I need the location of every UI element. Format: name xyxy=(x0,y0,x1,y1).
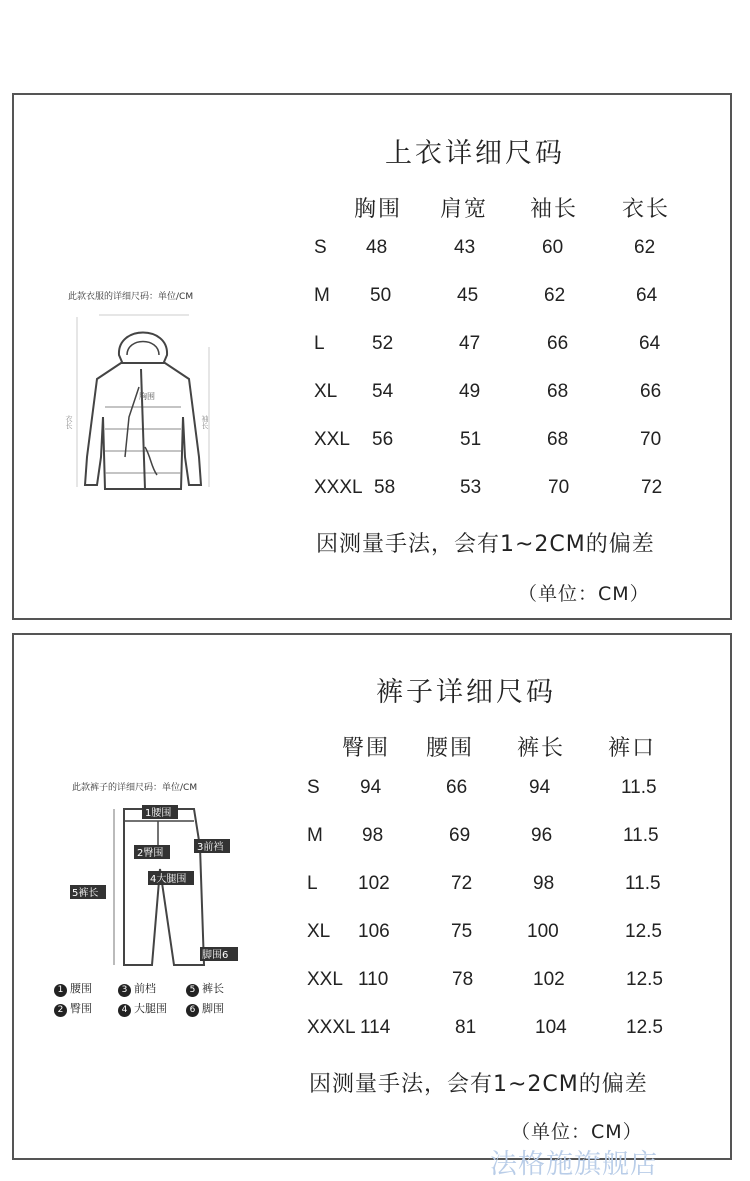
table-cell: 12.5 xyxy=(625,921,662,942)
table-cell: 69 xyxy=(449,825,471,846)
legend-item: 1 腰围 xyxy=(54,980,92,997)
pants-rise-label: 3前裆 xyxy=(197,842,224,853)
size-label: M xyxy=(314,285,330,306)
jacket-header-shoulder: 肩宽 xyxy=(440,197,489,222)
table-cell: 53 xyxy=(460,477,482,498)
table-cell: 64 xyxy=(639,333,661,354)
pants-length-label: 5裤长 xyxy=(72,888,99,899)
table-cell: 11.5 xyxy=(623,825,659,846)
pants-hip-label: 2臀围 xyxy=(137,848,164,859)
jacket-illustration-caption: 此款衣服的详细尺码：单位/CM xyxy=(68,292,194,302)
pants-unit-note: （单位：CM） xyxy=(511,1121,643,1143)
table-cell: 12.5 xyxy=(626,1017,663,1038)
table-cell: 49 xyxy=(459,381,481,402)
table-cell: 75 xyxy=(451,921,473,942)
pants-hem-label: 脚围6 xyxy=(202,950,229,961)
table-cell: 68 xyxy=(547,381,569,402)
table-cell: 114 xyxy=(360,1017,391,1038)
jacket-header-length: 衣长 xyxy=(622,197,671,222)
table-cell: 58 xyxy=(374,477,396,498)
jacket-illustration xyxy=(65,307,219,497)
table-cell: 94 xyxy=(529,777,551,798)
table-cell: 68 xyxy=(547,429,569,450)
size-label: XL xyxy=(307,921,331,942)
table-cell: 96 xyxy=(531,825,553,846)
legend-item: 5 裤长 xyxy=(186,980,224,997)
table-cell: 60 xyxy=(542,237,564,258)
table-cell: 98 xyxy=(533,873,555,894)
pants-thigh-label: 4大腿围 xyxy=(150,874,187,885)
table-cell: 102 xyxy=(533,969,565,990)
table-cell: 94 xyxy=(360,777,382,798)
table-cell: 45 xyxy=(457,285,479,306)
jacket-sleeve-label: 袖长 xyxy=(201,415,209,429)
pants-header-hem: 裤口 xyxy=(608,736,657,761)
table-cell: 100 xyxy=(527,921,559,942)
table-cell: 56 xyxy=(372,429,394,450)
pants-illustration-caption: 此款裤子的详细尺码：单位/CM xyxy=(72,783,198,793)
legend-item: 2 臀围 xyxy=(54,1000,92,1017)
size-label: XXXL xyxy=(314,477,363,498)
table-cell: 104 xyxy=(535,1017,567,1038)
pants-waist-label: 1腰围 xyxy=(145,808,172,819)
table-cell: 66 xyxy=(446,777,468,798)
legend-item: 4 大腿围 xyxy=(118,1000,167,1017)
size-label: M xyxy=(307,825,323,846)
pants-size-title: 裤子详细尺码 xyxy=(376,677,556,708)
size-label: XXXL xyxy=(307,1017,356,1038)
table-cell: 12.5 xyxy=(626,969,663,990)
pants-header-waist: 腰围 xyxy=(426,736,475,761)
table-cell: 78 xyxy=(452,969,474,990)
pants-measurement-note: 因测量手法，会有1~2CM的偏差 xyxy=(309,1072,648,1097)
size-label: XL xyxy=(314,381,338,402)
table-cell: 62 xyxy=(634,237,656,258)
jacket-header-chest: 胸围 xyxy=(354,197,403,222)
table-cell: 72 xyxy=(451,873,473,894)
table-cell: 102 xyxy=(358,873,390,894)
table-cell: 110 xyxy=(358,969,389,990)
table-cell: 81 xyxy=(455,1017,477,1038)
jacket-header-sleeve: 袖长 xyxy=(530,197,579,222)
jacket-chest-label: 胸围 xyxy=(139,392,155,401)
store-watermark: 法格施旗舰店 xyxy=(490,1149,658,1180)
pants-header-length: 裤长 xyxy=(517,736,566,761)
table-cell: 62 xyxy=(544,285,566,306)
table-cell: 11.5 xyxy=(621,777,657,798)
size-label: XXL xyxy=(307,969,343,990)
table-cell: 43 xyxy=(454,237,476,258)
size-label: XXL xyxy=(314,429,350,450)
table-cell: 64 xyxy=(636,285,658,306)
table-cell: 98 xyxy=(362,825,384,846)
pants-header-hip: 臀围 xyxy=(342,736,391,761)
jacket-unit-note: （单位：CM） xyxy=(518,583,650,605)
size-label: L xyxy=(307,873,318,894)
legend-item: 6 脚围 xyxy=(186,1000,224,1017)
table-cell: 52 xyxy=(372,333,394,354)
table-cell: 106 xyxy=(358,921,390,942)
pants-size-panel xyxy=(12,633,732,1160)
jacket-length-label: 衣长 xyxy=(65,415,73,429)
table-cell: 72 xyxy=(641,477,663,498)
size-label: S xyxy=(314,237,327,258)
table-cell: 66 xyxy=(640,381,662,402)
pants-illustration xyxy=(54,797,254,977)
size-label: L xyxy=(314,333,325,354)
jacket-measurement-note: 因测量手法，会有1~2CM的偏差 xyxy=(316,532,655,557)
table-cell: 51 xyxy=(460,429,482,450)
table-cell: 70 xyxy=(548,477,570,498)
table-cell: 70 xyxy=(640,429,662,450)
size-label: S xyxy=(307,777,320,798)
jacket-size-panel xyxy=(12,93,732,620)
table-cell: 54 xyxy=(372,381,394,402)
legend-item: 3 前档 xyxy=(118,980,156,997)
table-cell: 48 xyxy=(366,237,388,258)
pants-legend xyxy=(54,980,254,1020)
table-cell: 50 xyxy=(370,285,392,306)
table-cell: 66 xyxy=(547,333,569,354)
jacket-size-title: 上衣详细尺码 xyxy=(385,138,565,169)
table-cell: 47 xyxy=(459,333,481,354)
table-cell: 11.5 xyxy=(625,873,661,894)
